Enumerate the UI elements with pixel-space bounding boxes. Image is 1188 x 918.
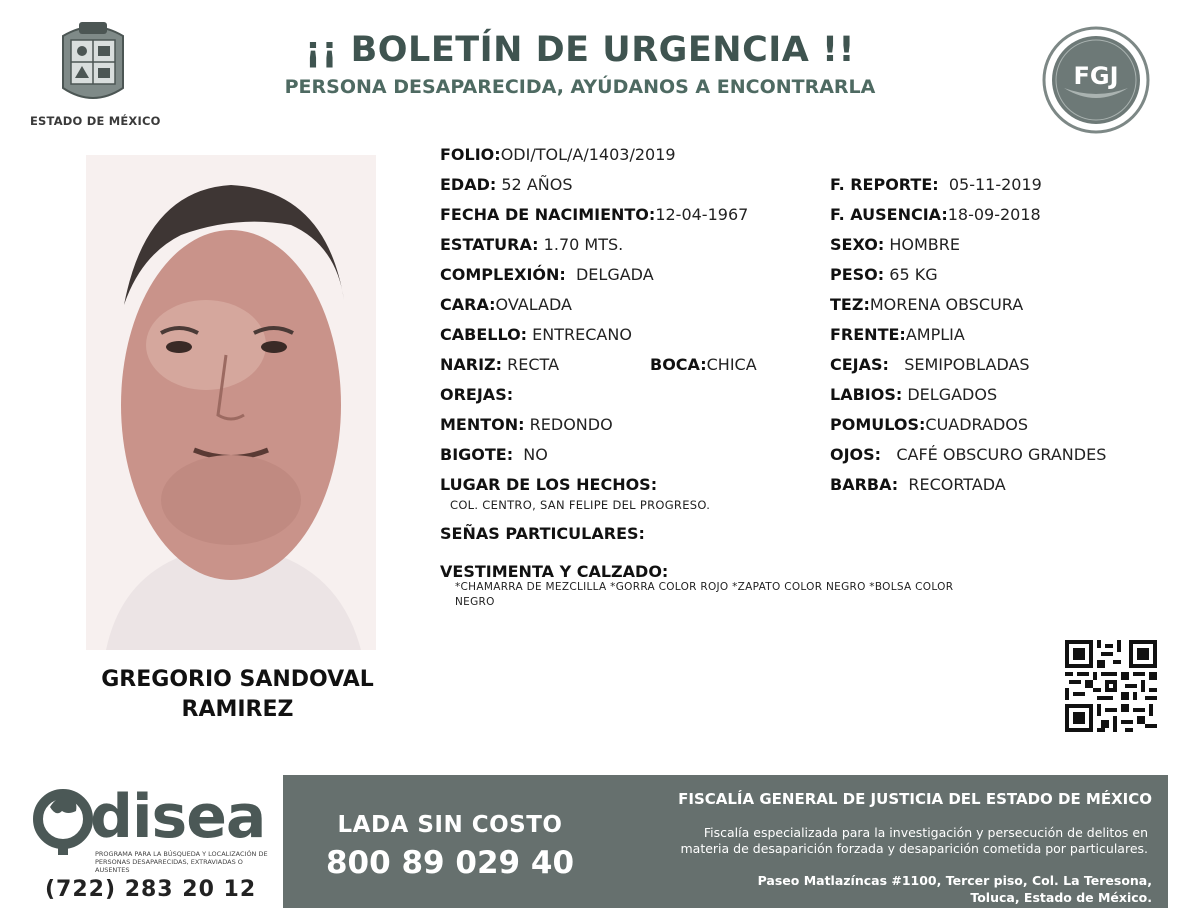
field-boca: BOCA:CHICA: [650, 355, 757, 374]
field-cabello: CABELLO: ENTRECANO: [440, 325, 632, 344]
bulletin-title: ¡¡ BOLETÍN DE URGENCIA !!: [305, 30, 855, 70]
footer-address: [632, 872, 1152, 906]
qr-code[interactable]: [1065, 640, 1157, 732]
field-peso: PESO: 65 KG: [830, 265, 938, 284]
field-menton: MENTON: REDONDO: [440, 415, 613, 434]
field-nariz: NARIZ: RECTA: [440, 355, 560, 374]
field-ojos: OJOS: CAFÉ OBSCURO GRANDES: [830, 445, 1107, 464]
field-lugar-value: COL. CENTRO, SAN FELIPE DEL PROGRESO.: [450, 498, 711, 512]
footer-description: [588, 825, 1148, 857]
lada-label: LADA SIN COSTO: [337, 812, 563, 838]
field-orejas: OREJAS:: [440, 385, 514, 404]
footer-desc-line1: Fiscalía especializada para la investigación y persecución de delitos en: [703, 825, 1148, 840]
odisea-phone[interactable]: (722) 283 20 12: [45, 877, 257, 902]
field-barba: BARBA: RECORTADA: [830, 475, 1006, 494]
person-name-line2: RAMIREZ: [181, 697, 294, 722]
field-frente: FRENTE:AMPLIA: [830, 325, 965, 344]
field-bigote: BIGOTE: NO: [440, 445, 548, 464]
field-folio: FOLIO:ODI/TOL/A/1403/2019: [440, 145, 676, 164]
field-edad: EDAD: 52 AÑOS: [440, 175, 573, 194]
estado-de-mexico-logo: [30, 18, 161, 130]
footer-addr-line2: Toluca, Estado de México.: [970, 890, 1152, 905]
field-vestimenta-label: VESTIMENTA Y CALZADO:: [440, 562, 669, 581]
footer-desc-line2: materia de desaparición forzada y desaparición cometida por particulares.: [680, 841, 1148, 856]
person-photo: [86, 155, 376, 650]
odisea-pin-icon: [32, 785, 94, 855]
field-fecha-nacimiento: FECHA DE NACIMIENTO:12-04-1967: [440, 205, 749, 224]
field-lugar-label: LUGAR DE LOS HECHOS:: [440, 475, 658, 494]
odisea-caption: PROGRAMA PARA LA BÚSQUEDA Y LOCALIZACIÓN DE PERSONAS DESAPARECIDAS, EXTRAVIADAS O AUSENTES: [95, 850, 268, 874]
bulletin-subtitle: PERSONA DESAPARECIDA, AYÚDANOS A ENCONTRARLA: [284, 76, 876, 98]
odisea-wordmark: disea: [90, 782, 266, 852]
field-complexion: COMPLEXIÓN: DELGADA: [440, 265, 654, 284]
lada-phone-number[interactable]: 800 89 029 40: [325, 845, 575, 881]
footer-org-name: FISCALÍA GENERAL DE JUSTICIA DEL ESTADO DE MÉXICO: [678, 790, 1152, 808]
field-cejas: CEJAS: SEMIPOBLADAS: [830, 355, 1030, 374]
field-fecha-ausencia: F. AUSENCIA:18-09-2018: [830, 205, 1041, 224]
footer-addr-line1: Paseo Matlazíncas #1100, Tercer piso, Col. La Teresona,: [757, 873, 1152, 888]
field-fecha-reporte: F. REPORTE: 05-11-2019: [830, 175, 1042, 194]
person-name-line1: GREGORIO SANDOVAL: [101, 667, 374, 692]
field-labios: LABIOS: DELGADOS: [830, 385, 998, 404]
field-pomulos: POMULOS:CUADRADOS: [830, 415, 1029, 434]
fgj-seal-logo: [1042, 26, 1150, 134]
field-sexo: SEXO: HOMBRE: [830, 235, 960, 254]
state-label: ESTADO DE MÉXICO: [30, 114, 161, 128]
state-coat-of-arms-icon: [53, 18, 133, 108]
svg-text:FGJ: FGJ: [1073, 62, 1119, 90]
field-senas: SEÑAS PARTICULARES:: [440, 524, 645, 543]
person-name: [60, 665, 415, 725]
field-estatura: ESTATURA: 1.70 MTS.: [440, 235, 624, 254]
field-vestimenta-line1: *CHAMARRA DE MEZCLILLA *GORRA COLOR ROJO *ZAPATO COLOR NEGRO *BOLSA COLOR: [455, 581, 954, 593]
field-vestimenta-line2: NEGRO: [455, 596, 495, 608]
field-tez: TEZ:MORENA OBSCURA: [830, 295, 1024, 314]
field-cara: CARA:OVALADA: [440, 295, 572, 314]
